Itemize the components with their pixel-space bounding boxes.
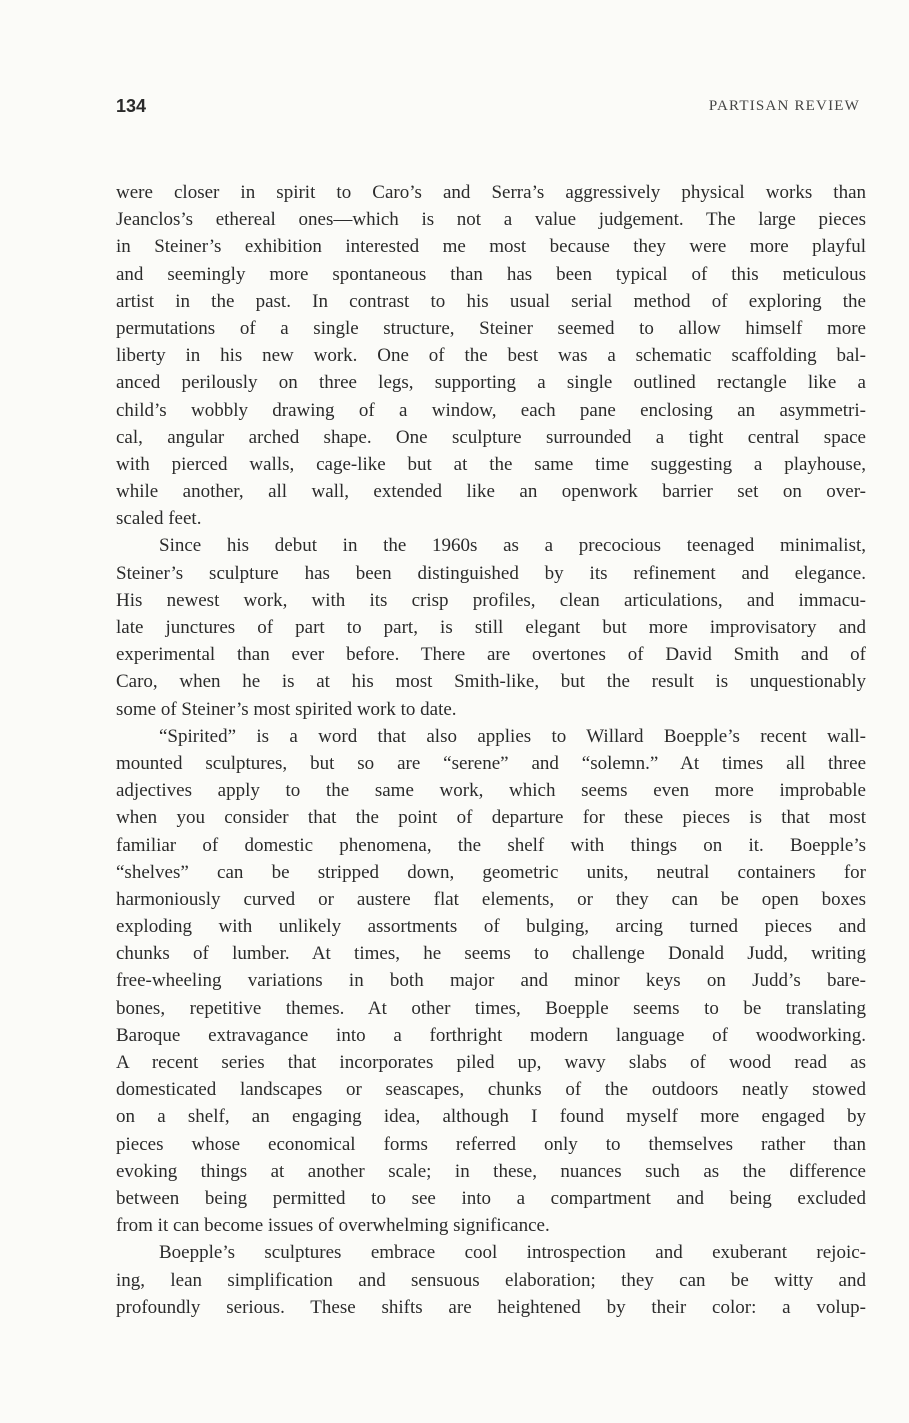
text-line: cal, angular arched shape. One sculpture surrounded a tight central space — [116, 426, 866, 448]
text-line: were closer in spirit to Caro’s and Serra’s aggressively physical works than — [116, 182, 866, 203]
text-line: Boepple’s sculptures embrace cool introspection and exuberant rejoic- — [159, 1242, 866, 1264]
text-line: His newest work, with its crisp profiles, clean articulations, and immacu- — [116, 589, 866, 611]
text-line: familiar of domestic phenomena, the shelf with things on it. Boepple’s — [116, 834, 866, 856]
text-line: child’s wobbly drawing of a window, each pane enclosing an asymmetri- — [116, 399, 866, 421]
text-line: in Steiner’s exhibition interested me most because they were more playful — [116, 236, 866, 258]
text-line: evoking things at another scale; in these, nuances such as the difference — [116, 1160, 866, 1182]
text-line: mounted sculptures, but so are “serene” and “solemn.” At times all three — [116, 752, 866, 774]
text-line: Steiner’s sculpture has been distinguished by its refinement and elegance. — [116, 562, 866, 584]
text-line: artist in the past. In contrast to his usual serial method of exploring the — [116, 290, 866, 312]
text-line: chunks of lumber. At times, he seems to challenge Donald Judd, writing — [116, 943, 866, 965]
text-line: experimental than ever before. There are overtones of David Smith and of — [116, 644, 866, 666]
text-line: bones, repetitive themes. At other times, Boepple seems to be translating — [116, 997, 866, 1019]
text-line: anced perilously on three legs, supporting a single outlined rectangle like a — [116, 372, 866, 394]
text-line: between being permitted to see into a compartment and being excluded — [116, 1187, 866, 1209]
text-line: adjectives apply to the same work, which seems even more improbable — [116, 780, 866, 802]
text-line: late junctures of part to part, is still elegant but more improvisatory and — [116, 617, 866, 638]
text-line: domesticated landscapes or seascapes, chunks of the outdoors neatly stowed — [116, 1079, 866, 1101]
text-line: Baroque extravagance into a forthright modern language of woodworking. — [116, 1024, 866, 1046]
text-line: permutations of a single structure, Steiner seemed to allow himself more — [116, 317, 866, 339]
text-line: Since his debut in the 1960s as a precocious teenaged minimalist, — [159, 535, 866, 557]
text-line: scaled feet. — [116, 508, 202, 530]
page-header — [116, 96, 860, 126]
text-line: and seemingly more spontaneous than has been typical of this meticulous — [116, 263, 866, 285]
text-line: on a shelf, an engaging idea, although I found myself more engaged by — [116, 1106, 866, 1128]
text-line: ing, lean simplification and sensuous elaboration; they can be witty and — [116, 1269, 866, 1291]
text-line: when you consider that the point of departure for these pieces is that most — [116, 807, 866, 829]
text-line: exploding with unlikely assortments of bulging, arcing turned pieces and — [116, 916, 866, 938]
text-line: free-wheeling variations in both major and minor keys on Judd’s bare- — [116, 970, 866, 992]
text-line: “shelves” can be stripped down, geometric units, neutral containers for — [116, 861, 866, 883]
page-number: 134 — [116, 96, 147, 116]
running-head: PARTISAN REVIEW — [708, 98, 860, 114]
text-line: liberty in his new work. One of the best was a schematic scaffolding bal- — [116, 345, 866, 367]
text-line: some of Steiner’s most spirited work to date. — [116, 698, 457, 720]
text-line: pieces whose economical forms referred only to themselves rather than — [116, 1133, 866, 1155]
text-line: with pierced walls, cage-like but at the same time suggesting a playhouse, — [116, 453, 866, 475]
text-line: profoundly serious. These shifts are heightened by their color: a volup- — [116, 1296, 866, 1318]
text-line: from it can become issues of overwhelming significance. — [116, 1215, 550, 1237]
article-body — [116, 179, 866, 1321]
text-line: “Spirited” is a word that also applies to Willard Boepple’s recent wall- — [159, 725, 866, 747]
text-line: Jeanclos’s ethereal ones—which is not a value judgement. The large pieces — [116, 209, 866, 231]
text-line: while another, all wall, extended like an openwork barrier set on over- — [116, 481, 866, 503]
text-line: harmoniously curved or austere flat elements, or they can be open boxes — [116, 888, 866, 910]
text-line: Caro, when he is at his most Smith-like, but the result is unquestionably — [116, 671, 866, 693]
text-line: A recent series that incorporates piled up, wavy slabs of wood read as — [116, 1052, 866, 1073]
